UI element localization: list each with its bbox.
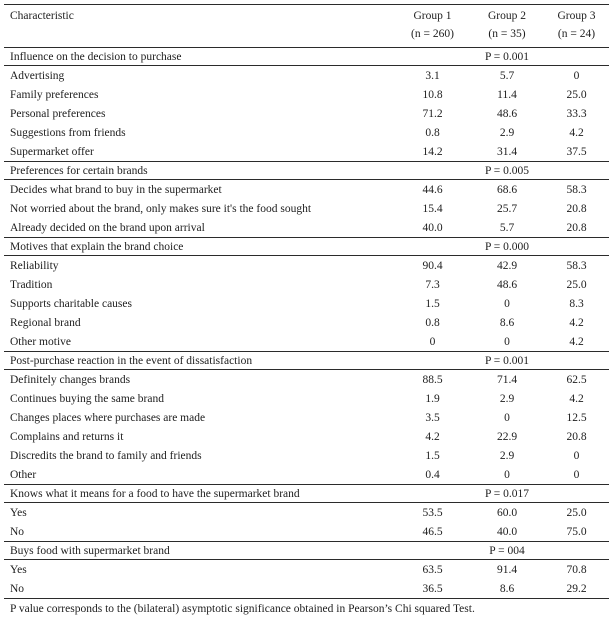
table-row xyxy=(4,104,609,123)
col-header-group1 xyxy=(395,5,470,48)
group3-value: 58.3 xyxy=(544,256,609,276)
group2-value: 71.4 xyxy=(470,370,544,390)
group3-value: 20.8 xyxy=(544,218,609,238)
group2-value: 5.7 xyxy=(470,218,544,238)
group2-value: 22.9 xyxy=(470,427,544,446)
group3-value: 62.5 xyxy=(544,370,609,390)
row-label: Advertising xyxy=(4,66,395,86)
section-title: Influence on the decision to purchase xyxy=(4,48,395,66)
section-empty-cell xyxy=(395,485,470,503)
group3-value: 75.0 xyxy=(544,522,609,542)
group2-value: 40.0 xyxy=(470,522,544,542)
section-empty-cell xyxy=(395,238,470,256)
section-empty-cell xyxy=(395,162,470,180)
row-label: Changes places where purchases are made xyxy=(4,408,395,427)
group3-n: (n = 24) xyxy=(544,25,609,43)
section-p-value: P = 0.001 xyxy=(470,48,544,66)
group3-value: 12.5 xyxy=(544,408,609,427)
col-header-group2 xyxy=(470,5,544,48)
group2-label: Group 2 xyxy=(470,7,544,25)
section-empty-cell xyxy=(544,542,609,560)
section-p-value: P = 0.017 xyxy=(470,485,544,503)
group3-value: 4.2 xyxy=(544,389,609,408)
group3-value: 20.8 xyxy=(544,199,609,218)
group2-value: 8.6 xyxy=(470,579,544,599)
section-p-value: P = 004 xyxy=(470,542,544,560)
group1-value: 46.5 xyxy=(395,522,470,542)
row-label: No xyxy=(4,522,395,542)
row-label: Discredits the brand to family and friends xyxy=(4,446,395,465)
table-row xyxy=(4,123,609,142)
group1-value: 36.5 xyxy=(395,579,470,599)
table-row xyxy=(4,294,609,313)
group2-value: 68.6 xyxy=(470,180,544,200)
section-p-value: P = 0.000 xyxy=(470,238,544,256)
row-label: Definitely changes brands xyxy=(4,370,395,390)
row-label: Already decided on the brand upon arrival xyxy=(4,218,395,238)
row-label: Other motive xyxy=(4,332,395,352)
table-row xyxy=(4,427,609,446)
row-label: Other xyxy=(4,465,395,485)
group2-value: 0 xyxy=(470,332,544,352)
row-label: Yes xyxy=(4,560,395,580)
group2-value: 48.6 xyxy=(470,275,544,294)
group1-value: 90.4 xyxy=(395,256,470,276)
group3-value: 0 xyxy=(544,446,609,465)
row-label: Reliability xyxy=(4,256,395,276)
footnote-row xyxy=(4,599,609,619)
table-row xyxy=(4,370,609,390)
group2-value: 2.9 xyxy=(470,446,544,465)
section-empty-cell xyxy=(544,485,609,503)
table-row xyxy=(4,408,609,427)
group3-value: 20.8 xyxy=(544,427,609,446)
group2-value: 48.6 xyxy=(470,104,544,123)
section-row xyxy=(4,485,609,503)
group3-value: 37.5 xyxy=(544,142,609,162)
group1-value: 0.8 xyxy=(395,313,470,332)
table-row xyxy=(4,256,609,276)
table-row xyxy=(4,218,609,238)
group3-value: 29.2 xyxy=(544,579,609,599)
group3-value: 33.3 xyxy=(544,104,609,123)
group2-value: 5.7 xyxy=(470,66,544,86)
section-empty-cell xyxy=(544,238,609,256)
row-label: Continues buying the same brand xyxy=(4,389,395,408)
section-title: Motives that explain the brand choice xyxy=(4,238,395,256)
group2-value: 0 xyxy=(470,465,544,485)
row-label: No xyxy=(4,579,395,599)
group2-n: (n = 35) xyxy=(470,25,544,43)
group1-value: 3.5 xyxy=(395,408,470,427)
col-header-characteristic-label: Characteristic xyxy=(10,7,395,25)
section-row xyxy=(4,352,609,370)
group3-value: 4.2 xyxy=(544,123,609,142)
row-label: Complains and returns it xyxy=(4,427,395,446)
characteristics-table xyxy=(4,4,609,619)
table-row xyxy=(4,446,609,465)
group2-value: 0 xyxy=(470,408,544,427)
group1-value: 0 xyxy=(395,332,470,352)
table-row xyxy=(4,332,609,352)
section-row xyxy=(4,238,609,256)
table-row xyxy=(4,180,609,200)
group1-value: 0.4 xyxy=(395,465,470,485)
group1-value: 15.4 xyxy=(395,199,470,218)
table-row xyxy=(4,66,609,86)
group1-value: 71.2 xyxy=(395,104,470,123)
group2-value: 2.9 xyxy=(470,123,544,142)
table-row xyxy=(4,503,609,523)
section-p-value: P = 0.001 xyxy=(470,352,544,370)
group1-value: 10.8 xyxy=(395,85,470,104)
group3-value: 0 xyxy=(544,66,609,86)
row-label: Regional brand xyxy=(4,313,395,332)
group2-value: 60.0 xyxy=(470,503,544,523)
footnote-text: P value corresponds to the (bilateral) asymptotic significance obtained in Pearson’s Chi squared Test. xyxy=(4,599,609,619)
table-row xyxy=(4,389,609,408)
row-label: Not worried about the brand, only makes sure it's the food sought xyxy=(4,199,395,218)
table-row xyxy=(4,522,609,542)
section-empty-cell xyxy=(395,48,470,66)
col-header-group3 xyxy=(544,5,609,48)
group1-value: 40.0 xyxy=(395,218,470,238)
table-body xyxy=(4,48,609,599)
group2-value: 31.4 xyxy=(470,142,544,162)
section-row xyxy=(4,162,609,180)
section-empty-cell xyxy=(544,48,609,66)
row-label: Supports charitable causes xyxy=(4,294,395,313)
group2-value: 11.4 xyxy=(470,85,544,104)
table-header-row xyxy=(4,5,609,48)
table-row xyxy=(4,579,609,599)
group3-value: 70.8 xyxy=(544,560,609,580)
group2-value: 2.9 xyxy=(470,389,544,408)
section-row xyxy=(4,48,609,66)
row-label: Decides what brand to buy in the supermarket xyxy=(4,180,395,200)
row-label: Personal preferences xyxy=(4,104,395,123)
table-row xyxy=(4,85,609,104)
group3-label: Group 3 xyxy=(544,7,609,25)
group2-value: 8.6 xyxy=(470,313,544,332)
group1-value: 4.2 xyxy=(395,427,470,446)
row-label: Tradition xyxy=(4,275,395,294)
table-row xyxy=(4,275,609,294)
group1-value: 1.5 xyxy=(395,294,470,313)
group1-value: 1.9 xyxy=(395,389,470,408)
group3-value: 25.0 xyxy=(544,275,609,294)
group1-value: 14.2 xyxy=(395,142,470,162)
table-footer xyxy=(4,599,609,619)
group3-value: 58.3 xyxy=(544,180,609,200)
section-title: Preferences for certain brands xyxy=(4,162,395,180)
table-row xyxy=(4,465,609,485)
col-header-characteristic xyxy=(4,5,395,48)
group3-value: 0 xyxy=(544,465,609,485)
section-empty-cell xyxy=(395,352,470,370)
section-empty-cell xyxy=(544,162,609,180)
section-p-value: P = 0.005 xyxy=(470,162,544,180)
group1-n: (n = 260) xyxy=(395,25,470,43)
row-label: Supermarket offer xyxy=(4,142,395,162)
table-row xyxy=(4,199,609,218)
section-row xyxy=(4,542,609,560)
group1-value: 88.5 xyxy=(395,370,470,390)
group1-value: 44.6 xyxy=(395,180,470,200)
row-label: Family preferences xyxy=(4,85,395,104)
section-empty-cell xyxy=(544,352,609,370)
row-label: Suggestions from friends xyxy=(4,123,395,142)
group2-value: 42.9 xyxy=(470,256,544,276)
group2-value: 91.4 xyxy=(470,560,544,580)
section-title: Post-purchase reaction in the event of dissatisfaction xyxy=(4,352,395,370)
section-title: Knows what it means for a food to have the supermarket brand xyxy=(4,485,395,503)
section-title: Buys food with supermarket brand xyxy=(4,542,395,560)
group1-value: 3.1 xyxy=(395,66,470,86)
group2-value: 25.7 xyxy=(470,199,544,218)
group1-value: 63.5 xyxy=(395,560,470,580)
group1-value: 7.3 xyxy=(395,275,470,294)
row-label: Yes xyxy=(4,503,395,523)
table-row xyxy=(4,313,609,332)
table-row xyxy=(4,560,609,580)
group3-value: 4.2 xyxy=(544,332,609,352)
group1-value: 1.5 xyxy=(395,446,470,465)
group3-value: 25.0 xyxy=(544,503,609,523)
group1-value: 0.8 xyxy=(395,123,470,142)
group1-value: 53.5 xyxy=(395,503,470,523)
section-empty-cell xyxy=(395,542,470,560)
group3-value: 25.0 xyxy=(544,85,609,104)
group3-value: 8.3 xyxy=(544,294,609,313)
group1-label: Group 1 xyxy=(395,7,470,25)
group3-value: 4.2 xyxy=(544,313,609,332)
table-row xyxy=(4,142,609,162)
group2-value: 0 xyxy=(470,294,544,313)
table-header xyxy=(4,5,609,48)
